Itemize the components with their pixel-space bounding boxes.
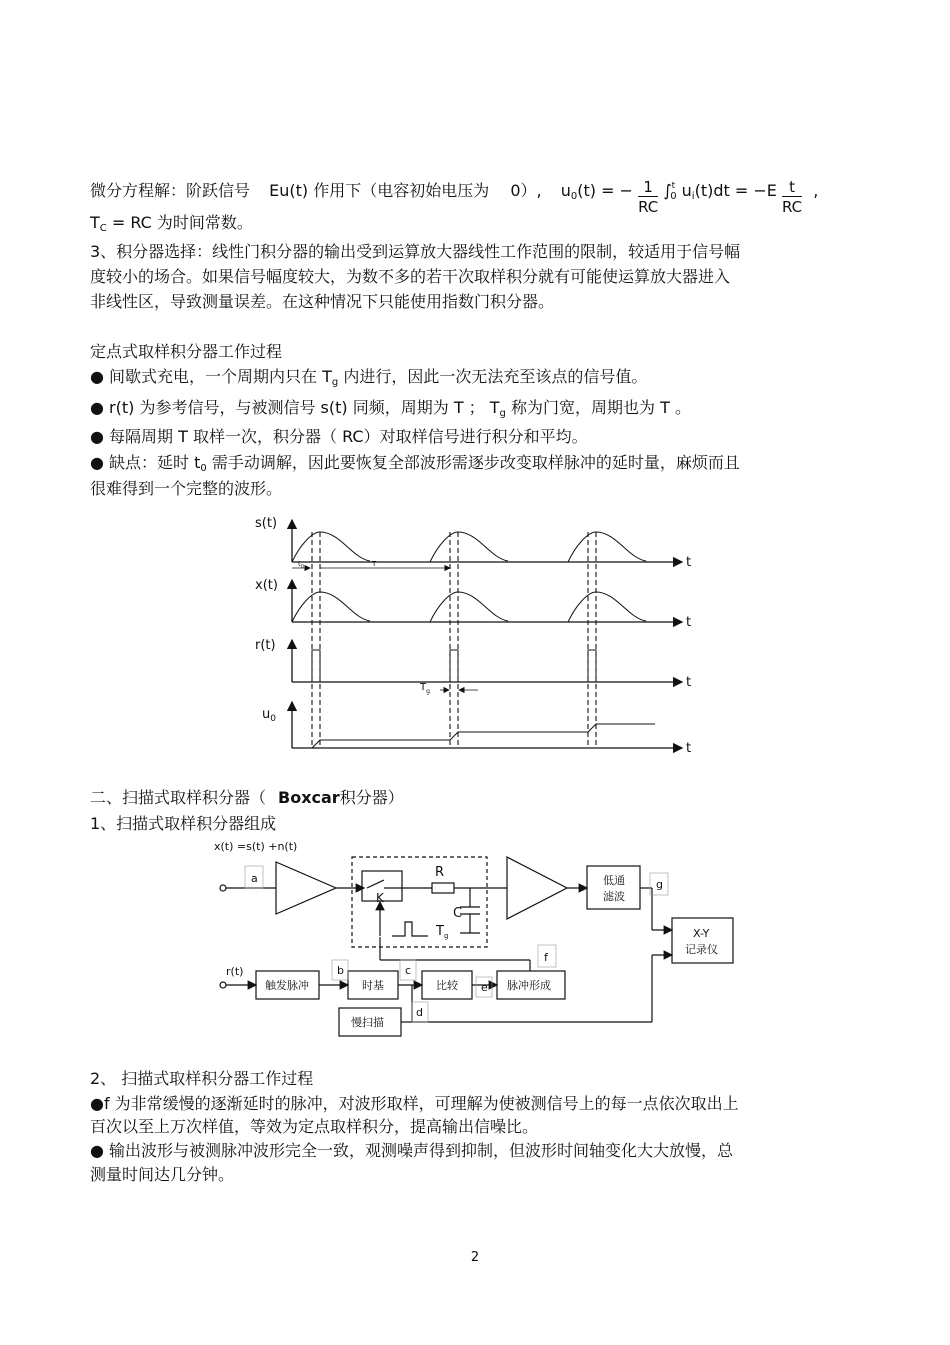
fixed-heading: 定点式取样积分器工作过程 xyxy=(90,342,283,361)
tg-pulse xyxy=(392,922,428,936)
st-t-label: t xyxy=(686,555,692,570)
amplifier-2 xyxy=(507,857,567,919)
xt-pulse-1 xyxy=(292,592,370,622)
st-pulse-2 xyxy=(430,532,508,562)
para3-line-2: 度较小的场合。如果信号幅度较大，为数不多的若干次取样积分就有可能使运算放大器进入 xyxy=(90,267,731,286)
dashed-markers xyxy=(312,532,596,748)
eq-eu: Eu(t) xyxy=(269,181,309,200)
eq-mid: 作用下（电容初始电压为 xyxy=(313,181,490,200)
input-terminal xyxy=(220,885,226,891)
label-e: e xyxy=(481,981,488,994)
xy-label-2: 记录仪 xyxy=(685,943,718,956)
xy-label-1: X-Y xyxy=(693,927,710,940)
section2-2-p2: 百次以至上万次样值，等效为定点取样积分，提高输出信噪比。 xyxy=(90,1117,539,1136)
xt-label: x(t) xyxy=(255,578,278,593)
label-R: R xyxy=(435,865,445,880)
fixed-bullet-3: ● 每隔周期 T 取样一次，积分器（ RC）对取样信号进行积分和平均。 xyxy=(90,427,588,446)
u0-label: $u_0$ xyxy=(262,707,276,724)
eq-integral: ∫$^t_0$ xyxy=(663,181,677,202)
lpf-label-2: 滤波 xyxy=(603,890,625,903)
label-f: f xyxy=(544,951,548,964)
fixed-bullet-1: ● 间歇式充电，一个周期内只在 $T_g$ 内进行，因此一次无法充至该点的信号值。 xyxy=(90,367,648,388)
label-a: a xyxy=(251,872,258,885)
st-pulse-1 xyxy=(292,532,370,562)
amplifier-1 xyxy=(276,862,336,914)
section2-2-title: 2、 扫描式取样积分器工作过程 xyxy=(90,1069,314,1088)
t0-label: $t_0$ xyxy=(298,560,304,570)
pulse-label: 脉冲形成 xyxy=(507,979,551,992)
label-g: g xyxy=(656,878,663,891)
eq-frac2: $\frac{t}{RC}$ xyxy=(781,178,803,216)
section2-2-p3: ● 输出波形与被测脉冲波形完全一致，观测噪声得到抑制，但波形时间轴变化大大放慢，总 xyxy=(90,1141,734,1160)
u0-staircase xyxy=(312,724,655,748)
rt-gate-2 xyxy=(450,650,458,682)
xt-t-label: t xyxy=(686,615,692,630)
input-label: x(t) =s(t) +n(t) xyxy=(214,840,298,853)
section2-2-p4: 测量时间达几分钟。 xyxy=(90,1165,235,1184)
rt-terminal xyxy=(220,982,226,988)
section2-sub1: 1、扫描式取样积分器组成 xyxy=(90,814,277,833)
rt-t-label: t xyxy=(686,675,692,690)
section2-2-p1: ●f 为非常缓慢的逐渐延时的脉冲，对波形取样，可理解为使被测信号上的每一点依次取出上 xyxy=(90,1094,739,1113)
timing-diagram xyxy=(0,510,950,760)
rt-input-label: r(t) xyxy=(226,965,244,978)
para3-line-3: 非线性区，导致测量误差。在这种情况下只能使用指数门积分器。 xyxy=(90,292,555,311)
block-diagram xyxy=(0,835,950,1040)
rt-label: r(t) xyxy=(255,638,276,653)
st-label: s(t) xyxy=(255,516,278,531)
rt-gate-1 xyxy=(312,650,320,682)
eq-ui: $u_i(t)dt = -E$ xyxy=(681,181,777,202)
st-pulse-3 xyxy=(568,532,646,562)
xt-pulse-3 xyxy=(568,592,646,622)
switch-blade xyxy=(367,880,384,888)
fixed-bullet-4-cont: 很难得到一个完整的波形。 xyxy=(90,479,283,498)
tg-label: $T_g$ xyxy=(420,682,430,695)
label-d: d xyxy=(416,1006,423,1019)
period-label: T xyxy=(372,560,377,568)
time-constant-line: $T_C$ = RC 为时间常数。 xyxy=(90,213,253,234)
timebase-label: 时基 xyxy=(362,979,384,992)
rt-gate-3 xyxy=(588,650,596,682)
fixed-bullet-2: ● r(t) 为参考信号，与被测信号 s(t) 同频，周期为 T ； $T_g$ 称为门宽，周期也为 T 。 xyxy=(90,398,691,419)
para3-line-1: 3、积分器选择：线性门积分器的输出受到运算放大器线性工作范围的限制，较适用于信号幅 xyxy=(90,242,741,261)
lpf-label-1: 低通 xyxy=(603,874,625,887)
label-c: c xyxy=(405,964,412,977)
eq-frac1: $\frac{1}{RC}$ xyxy=(638,178,659,216)
xy-recorder-box xyxy=(672,918,733,963)
trigger-label: 触发脉冲 xyxy=(265,979,309,992)
eq-pre: 微分方程解：阶跃信号 xyxy=(90,181,251,200)
label-Tg: $T_g$ xyxy=(436,924,449,940)
resistor xyxy=(432,883,454,893)
section2-title: 二、扫描式取样积分器（ Boxcar积分器） xyxy=(90,788,404,807)
eq-zero: 0）, xyxy=(510,181,542,200)
label-K: K xyxy=(376,891,384,905)
fixed-bullet-4: ● 缺点：延时 $t_0$ 需手动调解，因此要恢复全部波形需逐步改变取样脉冲的延时量，麻烦而且 xyxy=(90,453,740,474)
label-C: C xyxy=(453,906,463,921)
page-number: 2 xyxy=(470,1250,480,1265)
equation-line xyxy=(90,172,819,216)
eq-u0: $u_0(t)$ = − xyxy=(560,181,633,202)
eq-comma: , xyxy=(813,181,819,200)
label-b: b xyxy=(337,964,344,977)
compare-label: 比较 xyxy=(436,979,458,992)
slow-scan-label: 慢扫描 xyxy=(351,1016,384,1029)
xt-pulse-2 xyxy=(430,592,508,622)
u0-t-label: t xyxy=(686,741,692,756)
